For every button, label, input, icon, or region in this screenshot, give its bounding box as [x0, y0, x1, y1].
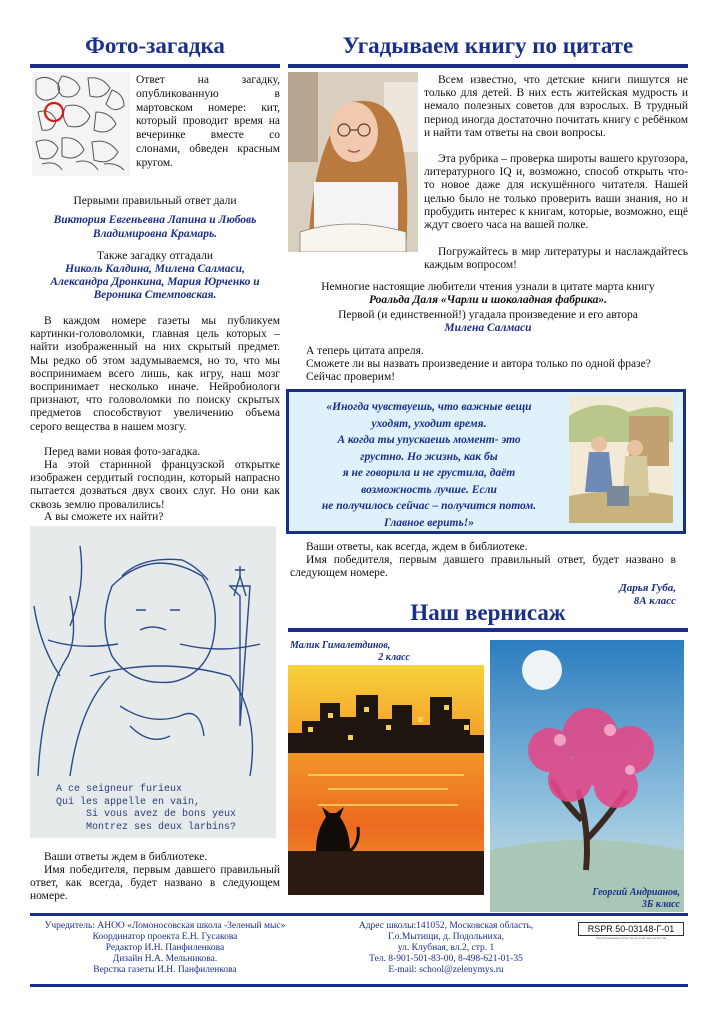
- right-answers-library: Ваши ответы, как всегда, ждем в библиотеке.: [306, 541, 528, 553]
- postcard-caption-line-1: A ce seigneur furieux: [56, 784, 183, 795]
- article-author: Дарья Губа,: [619, 582, 676, 594]
- footer-address: [336, 921, 556, 976]
- footer-coordinator: Координатор проекта Е.Н. Гусакова: [92, 932, 238, 942]
- student-photo: [288, 72, 418, 252]
- march-winner-name: Милена Салмаси: [444, 322, 532, 334]
- also-guessed-label: Также загадку отгадали: [97, 250, 213, 262]
- intro-paragraph-1: Всем известно, что детские книги пишутся не только для детей. В них есть житейская мудрость и немало полезных советов для взрослых. В трудный период иногда достаточно почитать книгу с ребёнком и найти там ответы на свои вопросы.: [424, 74, 688, 139]
- footer-layout: Верстка газеты И.Н. Панфиленкова: [93, 965, 237, 975]
- april-quote-question: Сможете ли вы назвать произведение и автора только по одной фразе? Сейчас проверим!: [306, 358, 651, 384]
- left-winner-next-issue: Имя победителя, первым давшего правильный ответ, как всегда, будет названо в следующем номере.: [30, 864, 280, 903]
- previous-puzzle-image: [32, 72, 130, 176]
- left-title-rule: [30, 64, 280, 68]
- footer-design: Дизайн Н.А. Мельникова.: [112, 954, 218, 964]
- registration-small-text: Зарегистрировано в Реестре детской прессы России: [595, 936, 667, 940]
- sunset-cat-painting: [288, 665, 484, 895]
- quote-line-6: возможность лучше. Если: [361, 483, 497, 496]
- can-you-find-question: А вы сможете их найти?: [44, 511, 164, 523]
- footer-address-line-3: ул. Клубная, вл.2, стр. 1: [397, 943, 495, 953]
- right-winner-next-issue: Имя победителя, первым давшего правильный ответ, будет названо в следующем номере.: [290, 554, 676, 580]
- other-guessers-names: Николь Калдина, Милена Салмаси, Александра Дронкина, Мария Юрченко и Вероника Стемповская.: [50, 263, 260, 301]
- march-book-title: Роальда Даля «Чарли и шоколадная фабрика».: [368, 294, 608, 306]
- footer-address-line-2: Г.о.Мытищи, д. Подольниха,: [388, 932, 504, 942]
- footer-top-rule: [30, 913, 688, 916]
- artist-1-class: 2 класс: [378, 652, 410, 663]
- gallery-title-rule: [288, 628, 688, 632]
- march-result-text: Немногие настоящие любители чтения узнали в цитате марта книгу: [321, 281, 655, 293]
- footer-address-line-1: Адрес школы:141052, Московская область,: [358, 921, 534, 931]
- quote-line-8: Главное верить!»: [384, 516, 474, 529]
- guess-book-title: Угадываем книгу по цитате: [342, 33, 634, 58]
- left-answers-library: Ваши ответы ждем в библиотеке.: [44, 851, 208, 863]
- previous-answer-text: Ответ на загадку, опубликованную в мартовском номере: кит, который проводит время на вечеринке вместе со слонами, обведен красным кругом.: [136, 74, 280, 169]
- artist-2-name: Георгий Андрианов,: [592, 887, 680, 898]
- pink-tree-painting: [490, 640, 684, 912]
- april-quote-intro: А теперь цитата апреля.: [306, 345, 424, 357]
- quote-line-4: грустно. Но жизнь, как бы: [360, 450, 498, 463]
- quote-line-1: «Иногда чувствуешь, что важные вещи: [326, 401, 532, 413]
- quote-box: [286, 389, 686, 534]
- artist-1-name: Малик Гималетдинов,: [290, 640, 391, 651]
- quote-line-7: не получилось сейчас – получится потом.: [321, 500, 537, 512]
- postcard-caption-line-4: Montrez ses deux larbins?: [86, 821, 237, 833]
- puzzle-intro-paragraph: В каждом номере газеты мы публикуем картинки-головоломки, главная цель которых – найти изображенный на них скрытый предмет. Мы редко об этом задумываемся, но то, что мы воспринимаем всего лишь, как игру, наш мозг воспринимает несколько иначе. Нейробиологи признают, что головоломки по поиску скрытых предметов способствуют увеличению объема серого вещества в нашем мозгу.: [30, 315, 280, 433]
- postcard-description: На этой старинной французской открытке изображен сердитый господин, который напрасно пытается дозваться двух своих слуг. Но они как сквозь землю провалились!: [30, 459, 280, 511]
- first-guess-text: Первой (и единственной!) угадала произведение и его автора: [338, 309, 638, 321]
- intro-paragraph-2: Эта рубрика – проверка широты вашего кругозора, литературного IQ и, возможно, способ открыть что-то новое даже для искушённого читателя. Нашей целью было не только проверить ваши знания, но и пробудить интерес к книгам, которые, возможно, ещё ждут своего часа на вашей полке.: [424, 153, 688, 232]
- new-puzzle-paragraph: Перед вами новая фото-загадка.: [44, 446, 201, 458]
- footer-credits: [36, 921, 294, 976]
- quote-illustration: [569, 396, 673, 523]
- quote-line-5: я не говорила и не грустила, даёт: [342, 467, 516, 479]
- right-title-rule: [288, 64, 688, 68]
- quote-line-2: уходят, уходит время.: [371, 417, 487, 430]
- article-author-class: 8А класс: [633, 595, 676, 607]
- first-correct-names: Виктория Евгеньевна Лапина и Любовь Владимировна Крамарь.: [53, 214, 257, 240]
- first-correct-label: Первыми правильный ответ дали: [73, 195, 237, 207]
- footer-email[interactable]: E-mail: school@zelenymys.ru: [388, 965, 504, 975]
- registration-code: RSPR 50-03148-Г-01: [578, 922, 684, 936]
- postcard-caption-line-2: Qui les appelle en vain,: [56, 796, 201, 808]
- quote-line-3: А когда ты упускаешь момент- это: [337, 434, 521, 446]
- footer-founder: Учредитель: АНОО «Ломоносовская школа -Зеленый мыс»: [44, 921, 286, 931]
- photo-puzzle-title: Фото-загадка: [85, 33, 225, 58]
- postcard-caption-line-3: Si vous avez de bons yeux: [86, 809, 237, 820]
- footer-editor: Редактор И.Н. Панфиленкова: [105, 943, 225, 953]
- footer-bottom-rule: [30, 984, 688, 987]
- artist-2-class: 3Б класс: [641, 899, 680, 910]
- gallery-title: Наш вернисаж: [410, 600, 566, 625]
- intro-paragraph-3: Погружайтесь в мир литературы и наслаждайтесь каждым вопросом!: [424, 246, 688, 272]
- french-postcard-image: [30, 526, 276, 838]
- footer-phone: Тел. 8-901-501-83-00, 8-498-621-01-35: [369, 954, 523, 964]
